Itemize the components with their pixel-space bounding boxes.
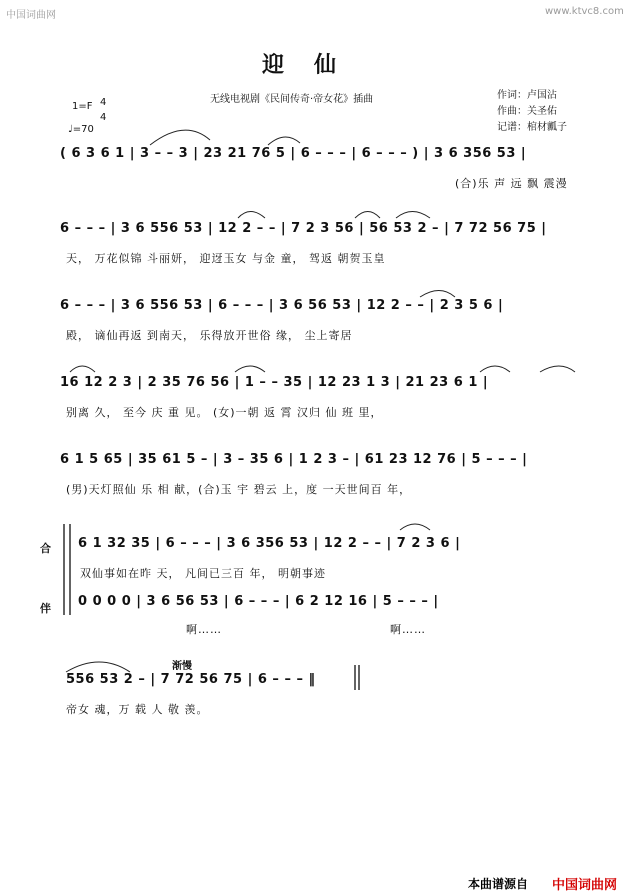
music-row-4: 16 12 2 3 | 2 35 76 56 | 1 – – 35 | 12 23 1 3 | 21 23 6 1 | [60,375,489,390]
song-subtitle: 无线电视剧《民间传奇·帝女花》插曲 [210,94,374,105]
lyrics-row-5: (男)天灯照仙 乐 相 献，(合)玉 宇 碧云 上，度 一天世间百 年， [66,483,412,496]
lyrics-row-1: (合)乐 声 远 飘 震漫 [455,177,568,190]
tempo-marking: ♩=70 [68,124,94,135]
music-row-3: 6 – – – | 3 6 556 53 | 6 – – – | 3 6 56 53 | 12 2 – – | 2 3 5 6 | [60,298,504,313]
lyrics-row-3: 殿， 谪仙再返 到南天， 乐得放开世俗 缘， 尘上寄居 [66,329,353,342]
footer-source-label: 本曲谱源自 [468,877,529,891]
harmony-lyric-1: 啊…… [186,623,222,636]
part-label-chorus: 合 [40,542,51,555]
lyrics-row-6: 双仙事如在昨 天， 凡间已三百 年， 明朝事迹 [80,567,326,580]
music-row-5: 6 1 5 65 | 35 61 5 – | 3 – 35 6 | 1 2 3 – | 61 23 12 76 | 5 – – – | [60,452,528,467]
watermark-right: www.ktvc8.com [545,6,624,17]
song-title: 迎仙 [262,53,367,78]
music-row-2: 6 – – – | 3 6 556 53 | 12 2 – – | 7 2 3 56 | 56 53 2 – | 7 72 56 75 | [60,221,547,236]
transcriber-credit: 记谱：棺材瓤子 [497,122,567,133]
time-signature-top: 4 [100,97,107,108]
footer-site-link[interactable]: 中国词曲网 [552,878,618,893]
composer-credit: 作曲：关圣佑 [497,106,557,117]
key-signature: 1=F [72,101,93,112]
music-row-1: ( 6 3 6 1 | 3 – – 3 | 23 21 76 5 | 6 – – – | 6 – – – ) | 3 6 356 53 | [60,146,527,161]
music-row-6-harmony: 0 0 0 0 | 3 6 56 53 | 6 – – – | 6 2 12 16 | 5 – – – | [78,594,439,609]
lyricist-credit: 作词：卢国沾 [497,90,557,101]
lyrics-row-2: 天， 万花似锦 斗丽妍， 迎迓玉女 与金 童， 驾返 朝贺玉皇 [66,252,386,265]
music-row-7: 556 53 2 – | 7 72 56 75 | 6 – – – ‖ [66,672,316,687]
part-label-accompaniment: 伴 [40,602,51,615]
tempo-change-marking: 渐慢 [172,661,192,672]
time-signature-bottom: 4 [100,112,107,123]
lyrics-row-7: 帝女 魂，万 载 人 敬 羡。 [66,703,209,716]
lyrics-row-4: 别离 久， 至今 庆 重 见。 (女)一朝 返 霄 汉归 仙 班 里， [66,406,383,419]
harmony-lyric-2: 啊…… [390,623,426,636]
music-row-6-melody: 6 1 32 35 | 6 – – – | 3 6 356 53 | 12 2 – – | 7 2 3 6 | [78,536,461,551]
watermark-left: 中国词曲网 [6,10,56,21]
